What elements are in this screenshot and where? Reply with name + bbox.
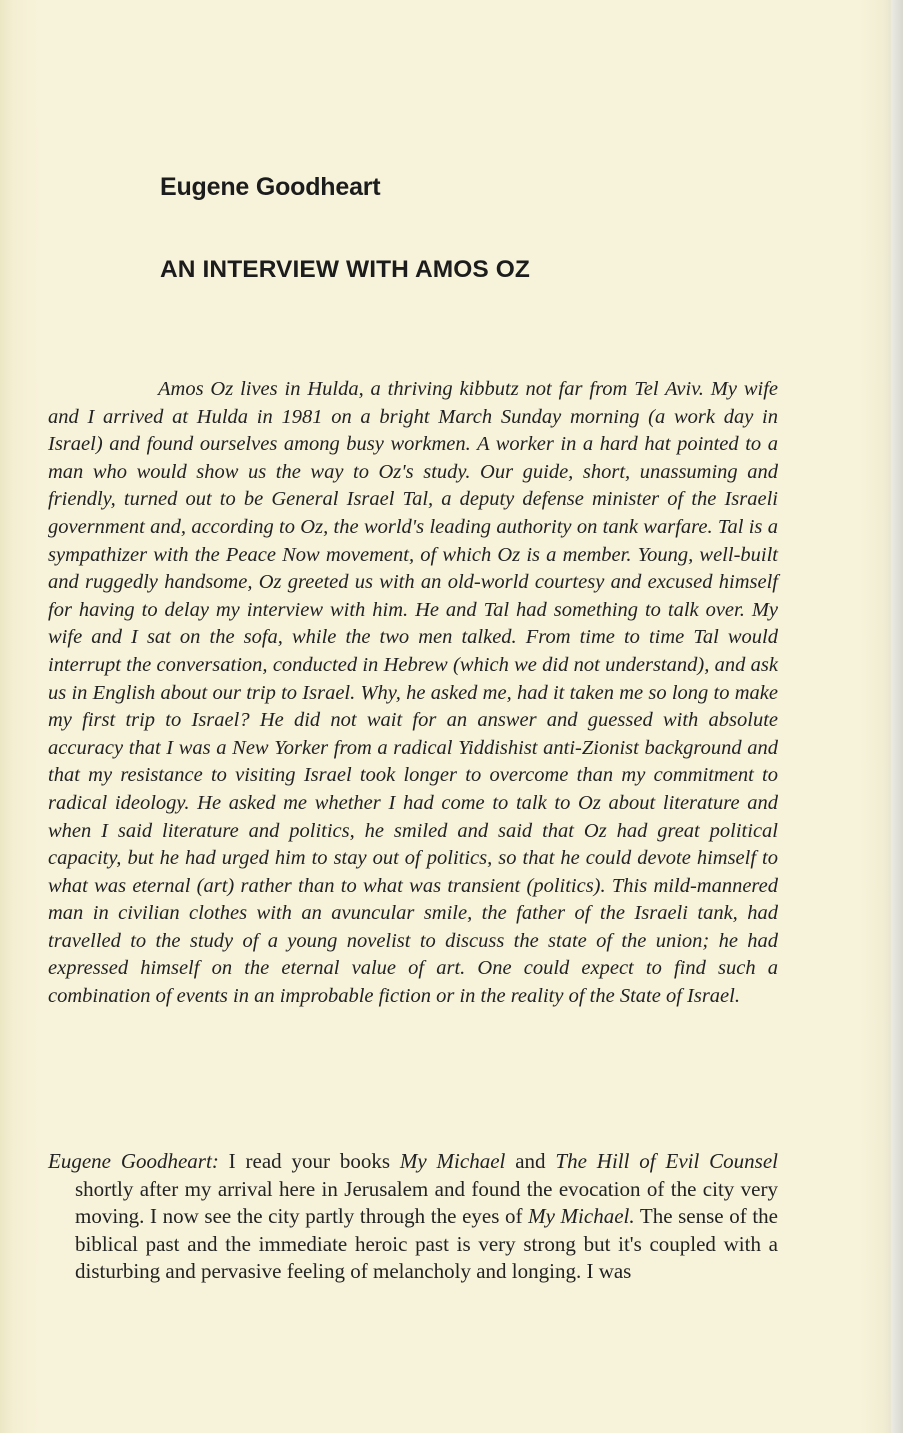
dialogue-text: I read your books [218,1149,400,1173]
page-edge [891,0,903,1433]
dialogue-text: and [505,1149,556,1173]
intro-paragraph: Amos Oz lives in Hulda, a thriving kibbutz not far from Tel Aviv. My wife and I arrived at Hulda in 1981 on a bright March Sunday morning (a work day in Israel) and found ourselves among busy workmen. A worker in a hard hat pointed to a man who would show us the way to Oz's study. Our guide, short, unassuming and friendly, turned out to be General Israel Tal, a deputy defense minister of the Israeli government and, according to Oz, the world's leading authority on tank warfare. Tal is a sympathizer with the Peace Now movement, of which Oz is a member. Young, well-built and ruggedly handsome, Oz greeted us with an old-world courtesy and excused himself for having to delay my interview with him. He and Tal had something to talk over. My wife and I sat on the sofa, while the two men talked. From time to time Tal would interrupt the conversation, conducted in Hebrew (which we did not understand), and ask us in English about our trip to Israel. Why, he asked me, had it taken me so long to make my first trip to Israel? He did not wait for an answer and guessed with absolute accuracy that I was a New Yorker from a radical Yiddishist anti-Zionist background and that my resistance to visiting Israel took longer to overcome than my commitment to radical ideology. He asked me whether I had come to talk to Oz about literature and when I said literature and politics, he smiled and said that Oz had great political capacity, but he had urged him to stay out of politics, so that he could devote himself to what was eternal (art) rather than to what was transient (politics). This mild-mannered man in civilian clothes with an avuncular smile, the father of the Israeli tank, had travelled to the study of a young novelist to discuss the state of the union; he had expressed himself on the eternal value of art. One could expect to find such a combination of events in an improbable fiction or in the reality of the State of Israel. [48,378,778,1008]
interview-paragraph [48,1148,778,1286]
dialogue-text: The sense of the biblical past and the immediate heroic past is very strong but it's coupled with a disturbing and pervasive feeling of melancholy and longing. I was [75,1204,779,1284]
book-title: My Michael [399,1149,506,1173]
book-title: My Michael. [528,1204,635,1229]
article-title: AN INTERVIEW WITH AMOS OZ [160,256,530,283]
book-title: The Hill of Evil Counsel [555,1149,779,1173]
speaker-label: Eugene Goodheart: [48,1149,219,1173]
author-name: Eugene Goodheart [160,173,381,201]
dialogue-text: shortly after my arrival here in Jerusalem and found the evocation of the city very moving. I now see the city partly through the eyes of [75,1176,778,1229]
